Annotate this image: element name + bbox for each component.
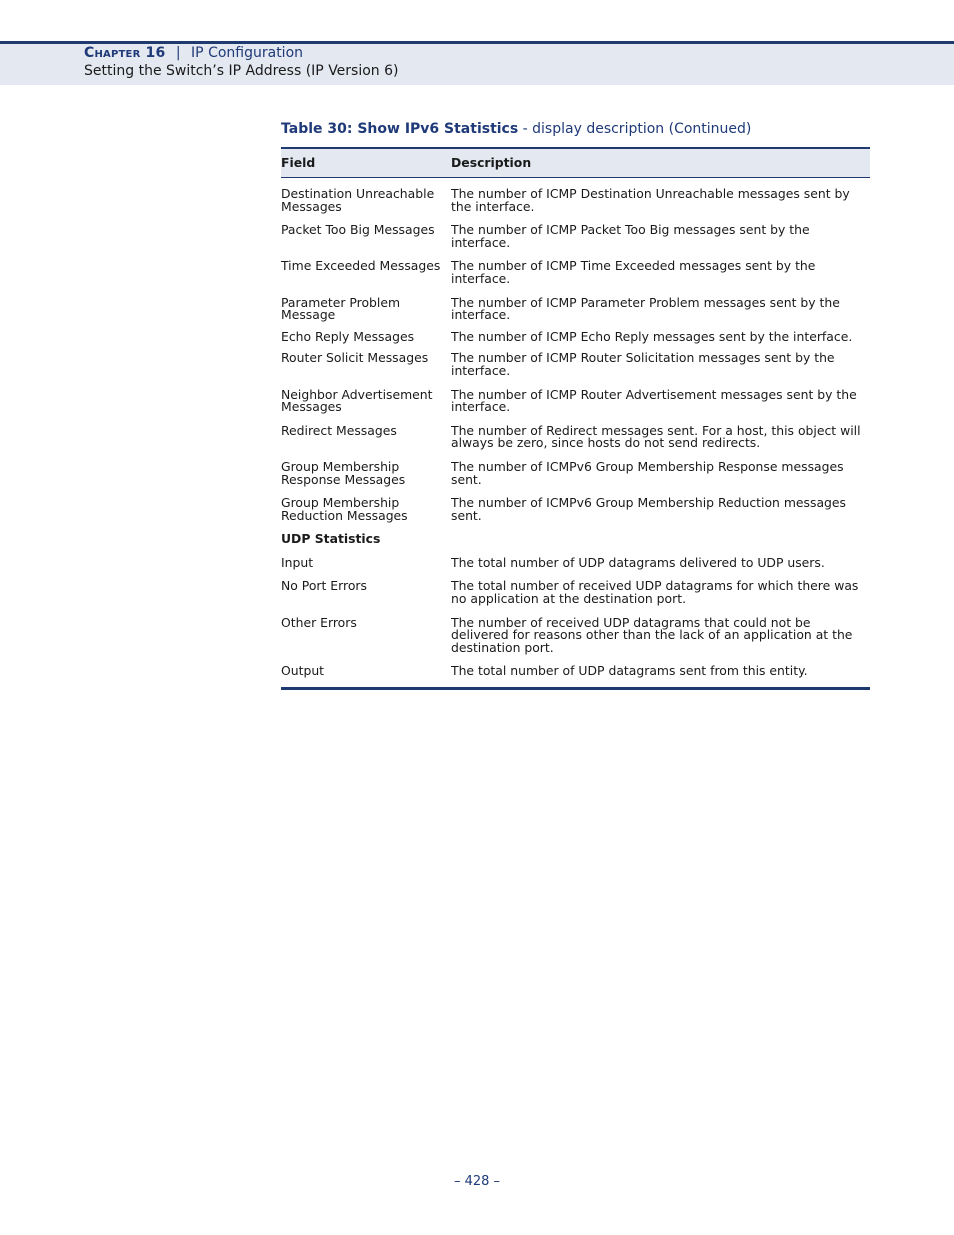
field-cell: Redirect Messages xyxy=(281,422,397,438)
field-cell: No Port Errors xyxy=(281,578,367,594)
chapter-separator: | xyxy=(175,45,181,61)
field-cell: Destination Unreachable Messages xyxy=(281,186,435,214)
field-cell: Output xyxy=(281,655,451,688)
field-cell: Packet Too Big Messages xyxy=(281,222,435,238)
table-subheading-row xyxy=(281,523,870,547)
chapter-label: Chapter 16 xyxy=(84,45,166,61)
table-row xyxy=(281,607,870,656)
table-row xyxy=(281,655,870,688)
description-cell: The total number of received UDP datagrams for which there was no application at the destination port. xyxy=(451,578,859,607)
description-cell: The number of ICMP Parameter Problem messages sent by the interface. xyxy=(451,294,840,323)
table-row xyxy=(281,570,870,606)
table-subheading: UDP Statistics xyxy=(281,531,381,547)
field-cell: Neighbor Advertisement Messages xyxy=(281,386,433,415)
field-cell: Other Errors xyxy=(281,614,357,630)
description-cell: The number of ICMP Destination Unreachable messages sent by the interface. xyxy=(451,186,850,214)
chapter-heading xyxy=(84,45,303,62)
description-cell: The number of ICMP Packet Too Big messages sent by the interface. xyxy=(451,222,810,250)
table-row xyxy=(281,178,870,215)
table-row xyxy=(281,547,870,571)
field-cell: Group Membership Response Messages xyxy=(281,458,406,487)
table-caption-text: - display description (Continued) xyxy=(518,121,752,137)
page-number: – 428 – xyxy=(453,1174,501,1189)
table-row xyxy=(281,250,870,286)
column-header-description: Description xyxy=(451,148,870,178)
table-row xyxy=(281,287,870,323)
table-row xyxy=(281,379,870,415)
table-header-row xyxy=(281,148,870,178)
table-row xyxy=(281,344,870,378)
field-cell: Group Membership Reduction Messages xyxy=(281,495,408,523)
table-row xyxy=(281,323,870,345)
table-caption-number: Table 30: Show IPv6 Statistics xyxy=(281,121,519,137)
ipv6-statistics-table xyxy=(281,147,870,690)
description-cell: The number of ICMP Time Exceeded messages sent by the interface. xyxy=(451,258,816,286)
description-cell: The number of ICMPv6 Group Membership Reduction messages sent. xyxy=(451,495,846,523)
table-body xyxy=(281,178,870,689)
description-cell: The number of received UDP datagrams that could not be delivered for reasons other than the lack of an application at the destination port. xyxy=(451,614,853,655)
table-row xyxy=(281,214,870,250)
table-caption xyxy=(281,121,751,138)
field-cell: Input xyxy=(281,554,314,570)
chapter-title: IP Configuration xyxy=(191,45,304,61)
description-cell: The number of ICMP Router Advertisement messages sent by the interface. xyxy=(451,386,857,415)
description-cell: The total number of UDP datagrams delivered to UDP users. xyxy=(451,554,825,570)
table-row xyxy=(281,451,870,487)
description-cell: The number of ICMP Echo Reply messages sent by the interface. xyxy=(451,328,853,344)
field-cell: Router Solicit Messages xyxy=(281,350,429,366)
table-row xyxy=(281,487,870,523)
description-cell: The total number of UDP datagrams sent from this entity. xyxy=(451,655,870,688)
field-cell: Time Exceeded Messages xyxy=(281,258,441,274)
description-cell: The number of ICMPv6 Group Membership Response messages sent. xyxy=(451,458,844,487)
table-row xyxy=(281,415,870,451)
description-cell: The number of Redirect messages sent. For a host, this object will always be zero, since hosts do not send redirects. xyxy=(451,422,861,451)
field-cell: Parameter Problem Message xyxy=(281,294,401,323)
column-header-field: Field xyxy=(281,148,451,178)
description-cell: The number of ICMP Router Solicitation messages sent by the interface. xyxy=(451,350,835,378)
section-title: Setting the Switch’s IP Address (IP Version 6) xyxy=(84,63,399,79)
field-cell: Echo Reply Messages xyxy=(281,328,415,344)
